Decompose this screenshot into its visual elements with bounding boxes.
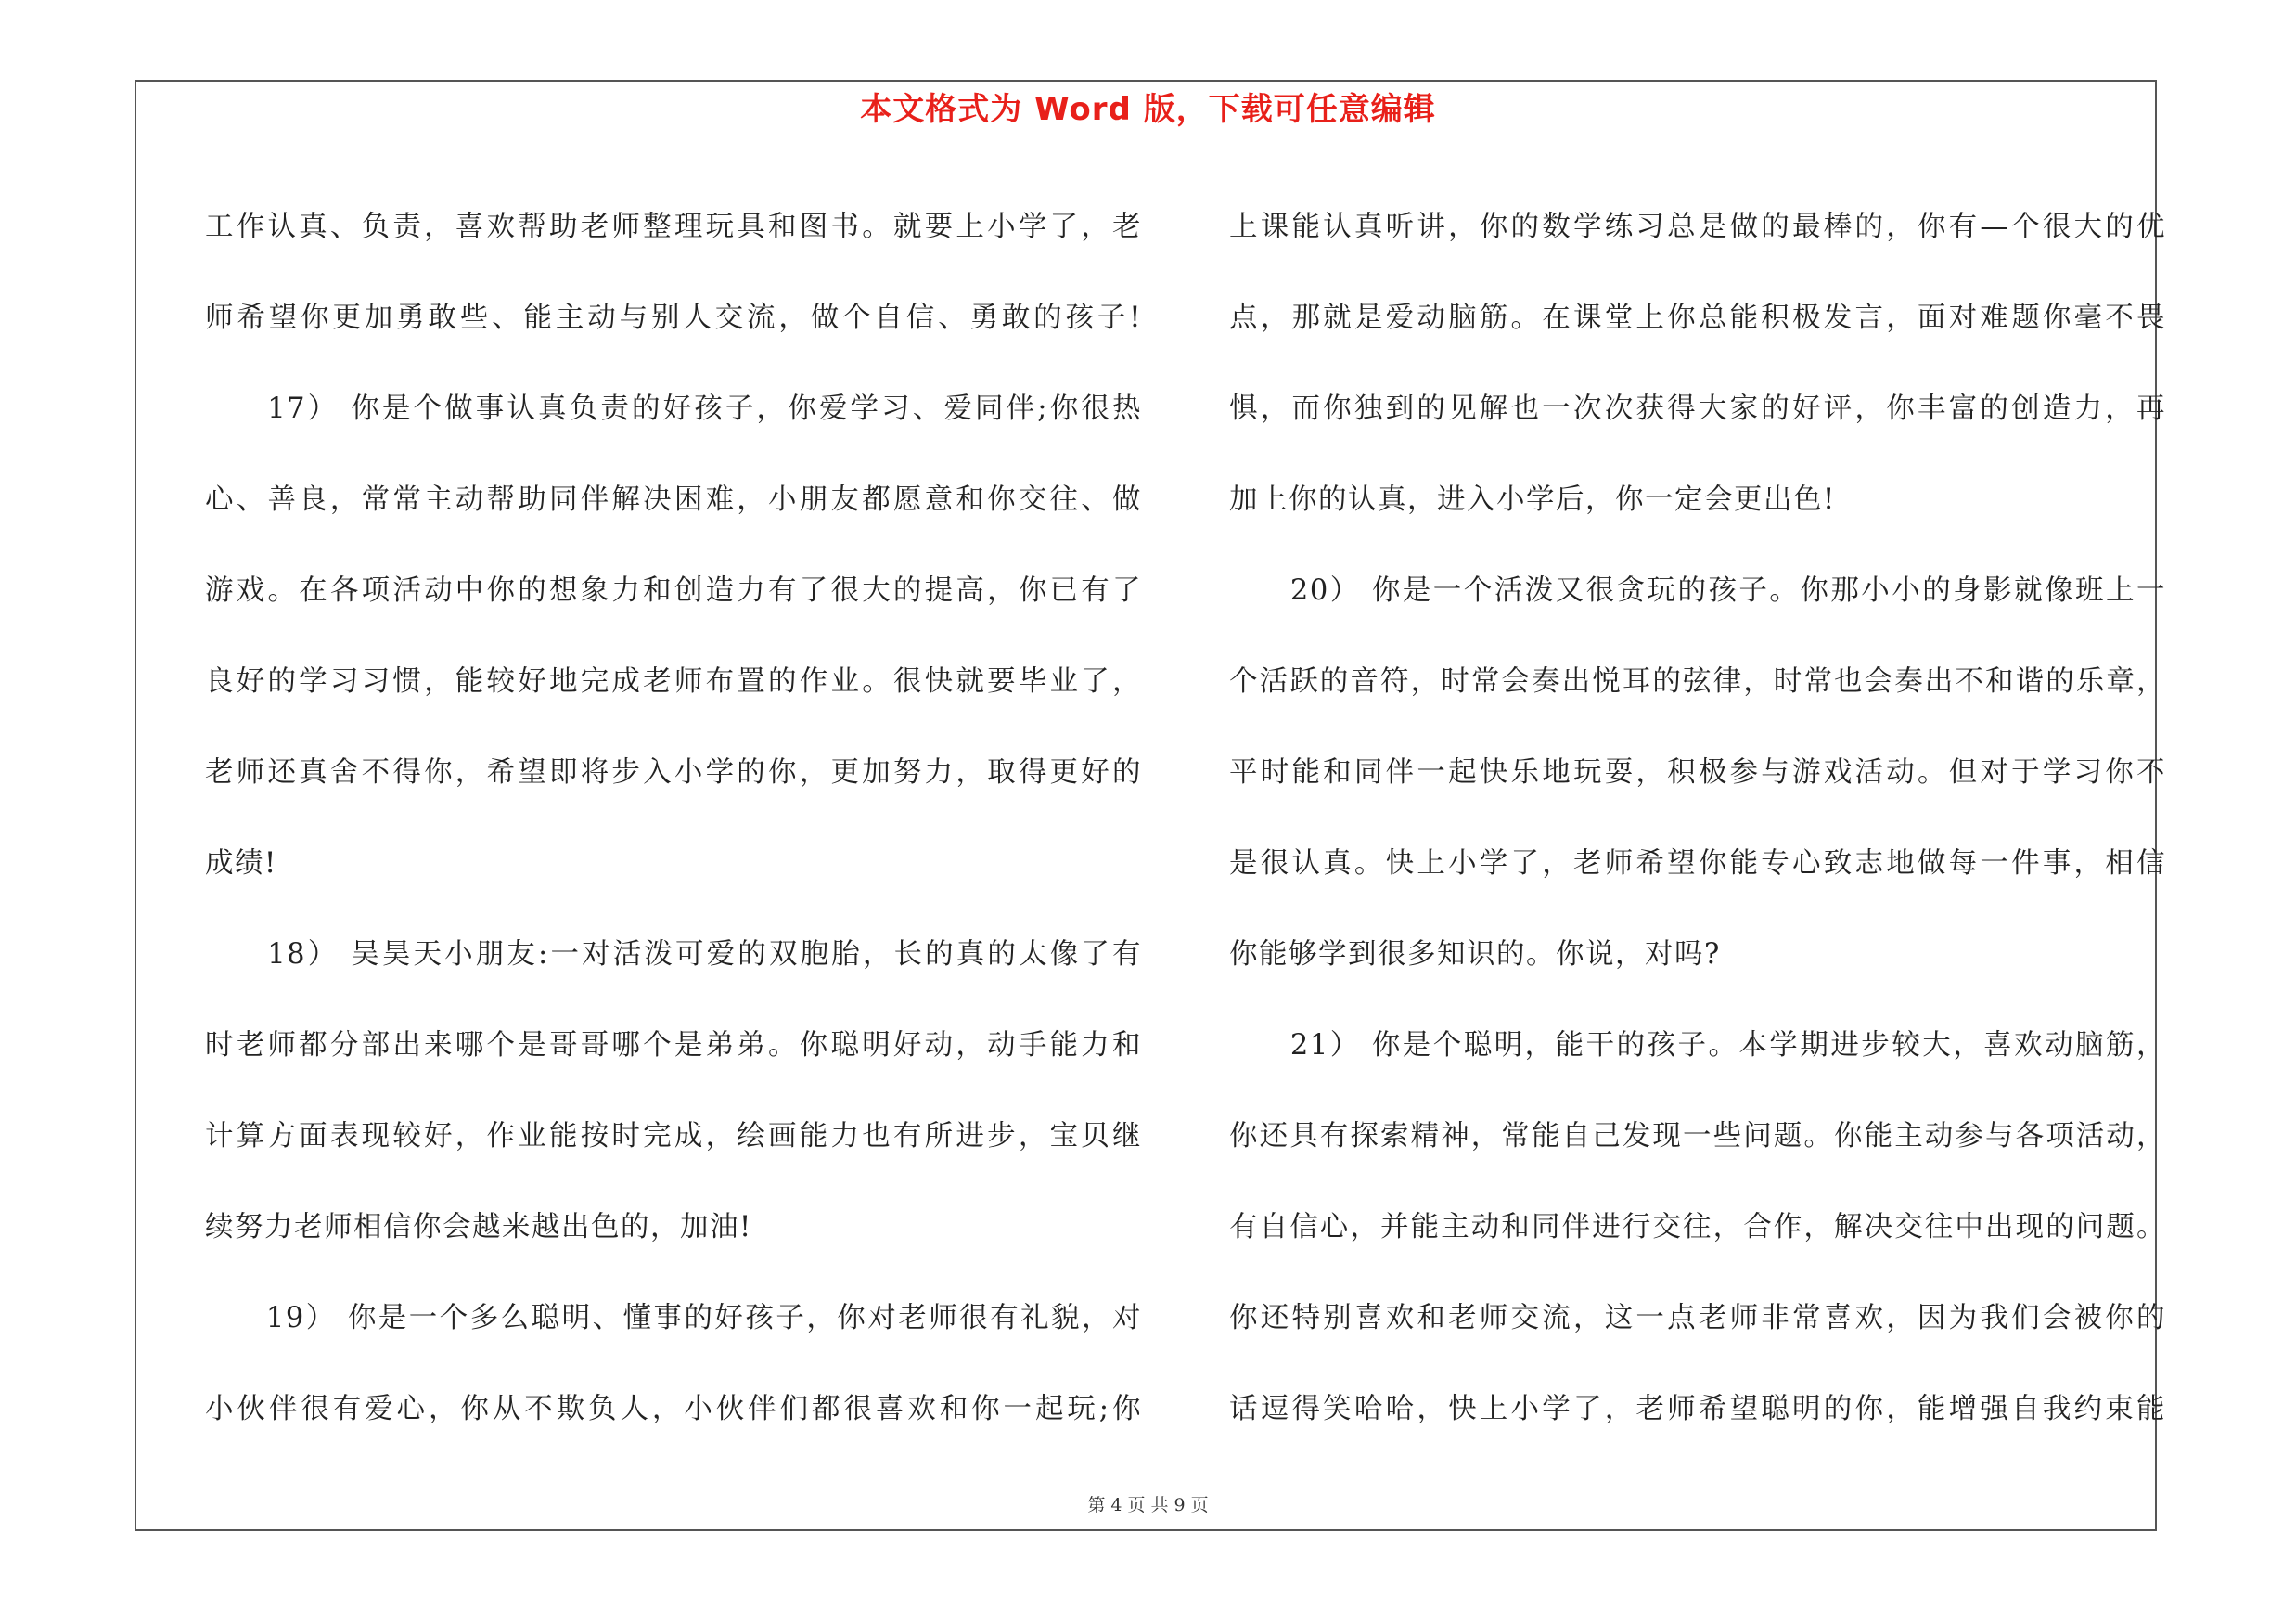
text-line: 有自信心，并能主动和同伴进行交往，合作，解决交往中出现的问题。 bbox=[1229, 1211, 2166, 1243]
page-indicator: 第 4 页 共 9 页 bbox=[1087, 1495, 1209, 1515]
text-line: 是很认真。快上小学了，老师希望你能专心致志地做每一件事，相信 bbox=[1229, 847, 2166, 880]
text-line: 老师还真舍不得你，希望即将步入小学的你，更加努力，取得更好的 bbox=[205, 756, 1142, 789]
text-line: 点，那就是爱动脑筋。在课堂上你总能积极发言，面对难题你毫不畏 bbox=[1229, 302, 2166, 334]
text-line: 19） 你是一个多么聪明、懂事的好孩子，你对老师很有礼貌，对 bbox=[205, 1302, 1142, 1334]
text-line: 个活跃的音符，时常会奏出悦耳的弦律，时常也会奏出不和谐的乐章， bbox=[1229, 665, 2166, 698]
text-line: 续努力老师相信你会越来越出色的，加油! bbox=[205, 1211, 752, 1243]
text-line: 计算方面表现较好，作业能按时完成，绘画能力也有所进步，宝贝继 bbox=[205, 1120, 1142, 1153]
text-line: 20） 你是一个活泼又很贪玩的孩子。你那小小的身影就像班上一 bbox=[1229, 574, 2166, 607]
text-line: 工作认真、负责，喜欢帮助老师整理玩具和图书。就要上小学了，老 bbox=[205, 211, 1142, 243]
text-line: 心、善良，常常主动帮助同伴解决困难，小朋友都愿意和你交往、做 bbox=[205, 483, 1142, 516]
text-line: 17） 你是个做事认真负责的好孩子，你爱学习、爱同伴;你很热 bbox=[205, 393, 1142, 425]
text-line: 游戏。在各项活动中你的想象力和创造力有了很大的提高，你已有了 bbox=[205, 574, 1142, 607]
text-line: 话逗得笑哈哈，快上小学了，老师希望聪明的你，能增强自我约束能 bbox=[1229, 1393, 2166, 1425]
text-line: 良好的学习习惯，能较好地完成老师布置的作业。很快就要毕业了， bbox=[205, 665, 1142, 698]
text-line: 加上你的认真，进入小学后，你一定会更出色! bbox=[1229, 483, 1836, 516]
text-line: 21） 你是个聪明，能干的孩子。本学期进步较大，喜欢动脑筋， bbox=[1229, 1029, 2166, 1062]
text-line: 时老师都分部出来哪个是哥哥哪个是弟弟。你聪明好动，动手能力和 bbox=[205, 1029, 1142, 1062]
text-line: 你还特别喜欢和老师交流，这一点老师非常喜欢，因为我们会被你的 bbox=[1229, 1302, 2166, 1334]
text-line: 你能够学到很多知识的。你说，对吗? bbox=[1229, 938, 1721, 971]
text-line: 平时能和同伴一起快乐地玩耍，积极参与游戏活动。但对于学习你不 bbox=[1229, 756, 2166, 789]
text-line: 小伙伴很有爱心，你从不欺负人，小伙伴们都很喜欢和你一起玩;你 bbox=[205, 1393, 1142, 1425]
text-line: 上课能认真听讲，你的数学练习总是做的最棒的，你有—个很大的优 bbox=[1229, 211, 2166, 243]
text-line: 惧，而你独到的见解也一次次获得大家的好评，你丰富的创造力，再 bbox=[1229, 393, 2166, 425]
right-column bbox=[1229, 182, 2166, 1455]
text-line: 18） 吴昊天小朋友:一对活泼可爱的双胞胎，长的真的太像了有 bbox=[205, 938, 1142, 971]
text-line: 成绩! bbox=[205, 847, 277, 880]
text-line: 你还具有探索精神，常能自己发现一些问题。你能主动参与各项活动， bbox=[1229, 1120, 2166, 1153]
text-line: 师希望你更加勇敢些、能主动与别人交流，做个自信、勇敢的孩子! bbox=[205, 302, 1142, 334]
document-banner: 本文格式为 Word 版，下载可任意编辑 bbox=[860, 91, 1436, 128]
left-column bbox=[205, 182, 1142, 1455]
